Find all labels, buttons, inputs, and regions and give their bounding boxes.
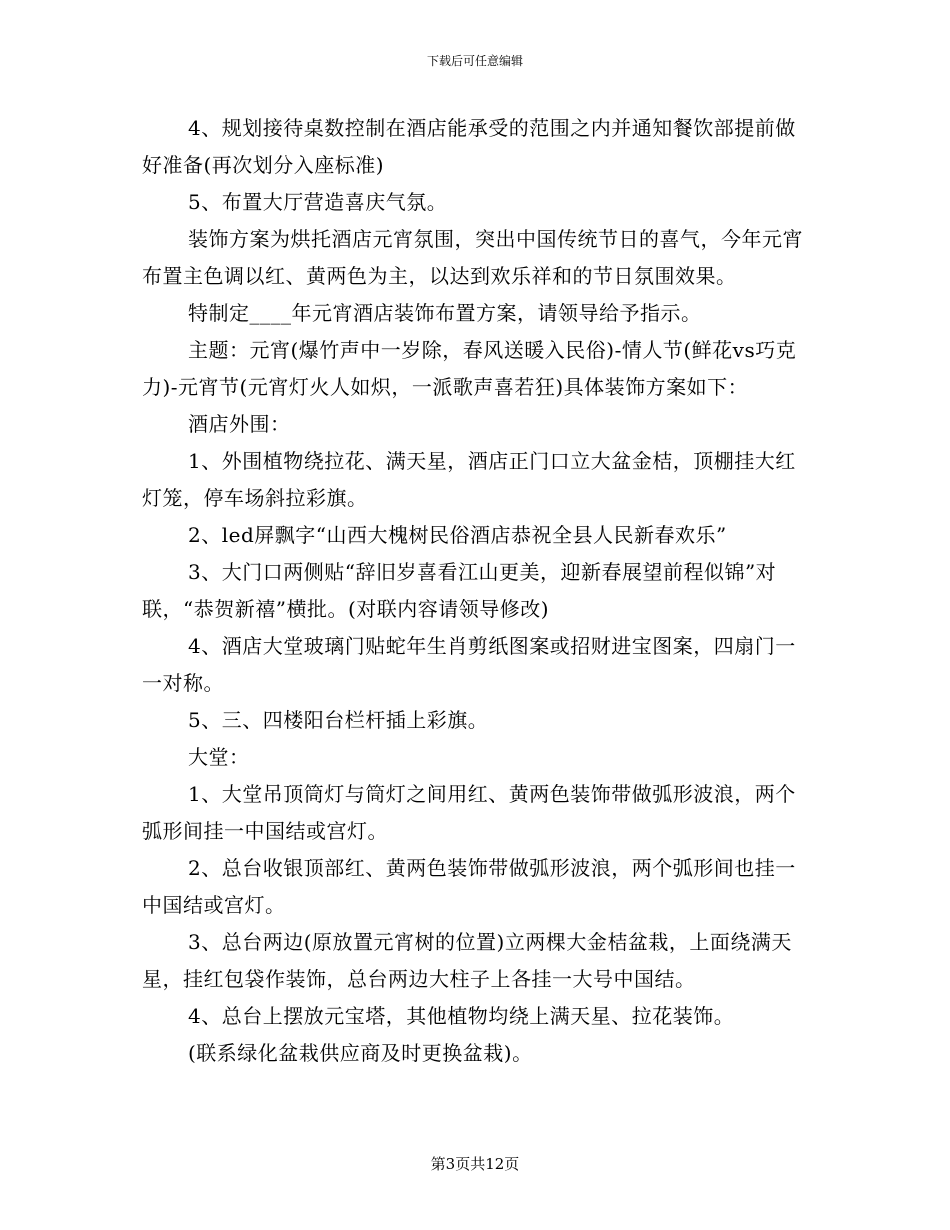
paragraph-lobby-2: 2、总台收银顶部红、黄两色装饰带做弧形波浪，两个弧形间也挂一中国结或宫灯。	[142, 856, 796, 917]
section-heading-lobby: 大堂：	[188, 745, 250, 769]
paragraph-exterior-3: 3、大门口两侧贴“辞旧岁喜看江山更美，迎新春展望前程似锦”对联，“恭贺新禧”横批。(对联内容请领导修改)	[142, 560, 777, 621]
paragraph-exterior-2: 2、led屏飘字“山西大槐树民俗酒店恭祝全县人民新春欢乐”	[188, 523, 727, 547]
paragraph-theme: 主题：元宵(爆竹声中一岁除，春风送暖入民俗)-情人节(鲜花vs巧克力)-元宵节(元宵灯火人如炽，一派歌声喜若狂)具体装饰方案如下：	[142, 338, 797, 399]
paragraph-lobby-1: 1、大堂吊顶筒灯与筒灯之间用红、黄两色装饰带做弧形波浪，两个弧形间挂一中国结或宫灯。	[142, 782, 796, 843]
page-number-footer: 第3页共12页	[430, 1155, 520, 1173]
paragraph-lobby-note: (联系绿化盆栽供应商及时更换盆栽)。	[188, 1041, 533, 1065]
paragraph-exterior-1: 1、外围植物绕拉花、满天星，酒店正门口立大盆金桔，顶棚挂大红灯笼，停车场斜拉彩旗。	[142, 449, 796, 510]
document-body	[142, 110, 812, 1072]
paragraph-decoration-plan: 装饰方案为烘托酒店元宵氛围，突出中国传统节日的喜气，今年元宵布置主色调以红、黄两色为主，以达到欢乐祥和的节日氛围效果。	[142, 227, 803, 288]
paragraph-special-plan: 特制定____年元宵酒店装饰布置方案，请领导给予指示。	[188, 301, 702, 325]
paragraph-exterior-5: 5、三、四楼阳台栏杆插上彩旗。	[188, 708, 489, 732]
paragraph-item-5-hall: 5、布置大厅营造喜庆气氛。	[188, 190, 448, 214]
paragraph-exterior-4: 4、酒店大堂玻璃门贴蛇年生肖剪纸图案或招财进宝图案，四扇门一一对称。	[142, 634, 796, 695]
paragraph-lobby-3: 3、总台两边(原放置元宵树的位置)立两棵大金桔盆栽，上面绕满天星，挂红包袋作装饰，总台两边大柱子上各挂一大号中国结。	[142, 930, 792, 991]
page-header-note: 下载后可任意编辑	[426, 54, 523, 68]
paragraph-item-4-planning: 4、规划接待桌数控制在酒店能承受的范围之内并通知餐饮部提前做好准备(再次划分入座标准)	[142, 116, 796, 177]
section-heading-exterior: 酒店外围：	[188, 412, 291, 436]
paragraph-lobby-4: 4、总台上摆放元宝塔，其他植物均绕上满天星、拉花装饰。	[188, 1004, 735, 1028]
